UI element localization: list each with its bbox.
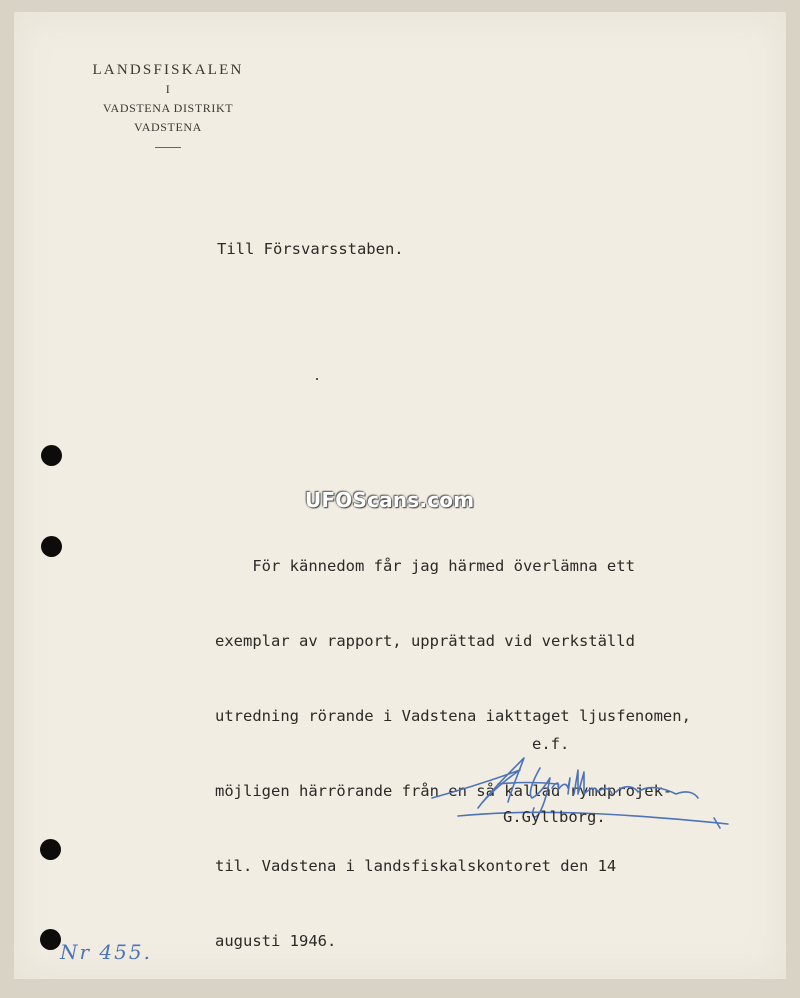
body-line: augusti 1946. <box>215 931 337 950</box>
body-line: exemplar av rapport, upprättad vid verkställd <box>215 631 635 650</box>
punch-hole <box>41 536 62 557</box>
salutation: Till Försvarsstaben. <box>217 240 404 258</box>
body-line: til. Vadstena i landsfiskalskontoret den 14 <box>215 856 617 875</box>
punch-hole <box>41 445 62 466</box>
body-line: För kännedom får jag härmed överlämna ett <box>215 556 635 575</box>
body-line: utredning rörande i Vadstena iakttaget ljusfenomen, <box>215 706 691 725</box>
letterhead-district: VADSTENA DISTRIKT <box>102 101 234 115</box>
paper-speck <box>316 378 318 380</box>
letterhead <box>66 60 270 148</box>
punch-hole <box>40 839 61 860</box>
body-line: möjligen härrörande från en så kallad rymdprojek- <box>215 781 673 800</box>
archive-number: Nr 455. <box>60 940 152 964</box>
letterhead-rule <box>155 147 181 148</box>
punch-hole <box>40 929 61 950</box>
signature-name: G.Gyllborg. <box>503 808 606 826</box>
letterhead-town: VADSTENA <box>134 120 202 134</box>
closing-ef: e.f. <box>532 735 570 753</box>
watermark: UFOScans.com <box>305 488 475 512</box>
letterhead-line-i: I <box>165 82 171 96</box>
letterhead-title: LANDSFISKALEN <box>92 62 244 78</box>
